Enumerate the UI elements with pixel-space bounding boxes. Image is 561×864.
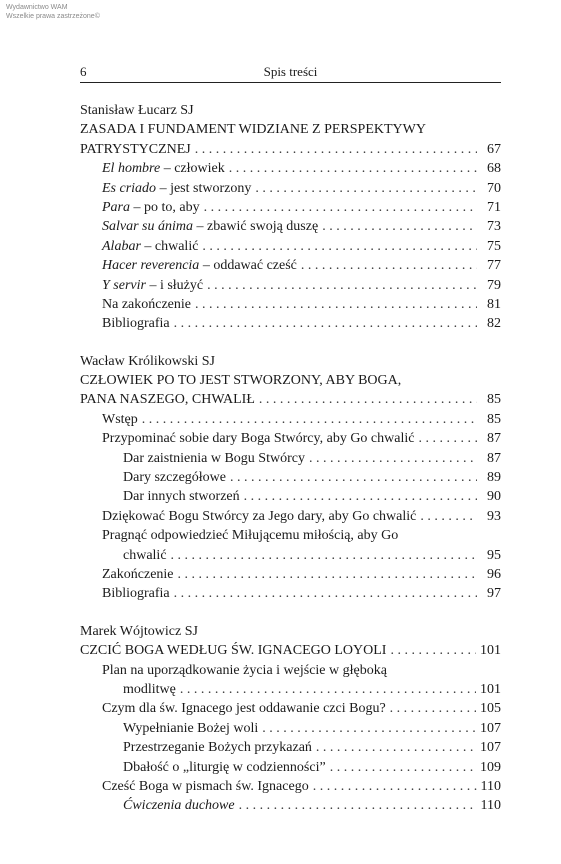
table-of-contents bbox=[80, 101, 501, 816]
toc-chapter-title: ZASADA I FUNDAMENT WIDZIANE Z PERSPEKTYWY bbox=[80, 122, 426, 138]
toc-entry: Zakończenie . . . 96 bbox=[80, 565, 501, 584]
toc-entry: Es criado – jest stworzony . . . 70 bbox=[80, 179, 501, 198]
toc-author: Stanisław Łucarz SJ bbox=[80, 103, 194, 118]
toc-subentry: Dary szczegółowe . . . 89 bbox=[80, 468, 501, 487]
toc-entry: Czym dla św. Ignacego jest oddawanie czci Bogu? . . . 105 bbox=[80, 699, 501, 718]
toc-entry: Hacer reverencia – oddawać cześć . . . 77 bbox=[80, 256, 501, 275]
toc-entry: Plan na uporządkowanie życia i wejście w głęboką bbox=[102, 662, 387, 678]
toc-chapter-title: PATRYSTYCZNEJ . . . 67 bbox=[80, 140, 501, 159]
toc-subentry: Przestrzeganie Bożych przykazań . . . 107 bbox=[80, 738, 501, 757]
toc-chapter-title: CZŁOWIEK PO TO JEST STWORZONY, ABY BOGA, bbox=[80, 373, 402, 389]
toc-subentry: Dar innych stworzeń . . . 90 bbox=[80, 487, 501, 506]
toc-subentry: Dar zaistnienia w Bogu Stwórcy . . . 87 bbox=[80, 449, 501, 468]
toc-chapter-title: PANA NASZEGO, CHWALIŁ . . . 85 bbox=[80, 390, 501, 409]
toc-entry: Salvar su ánima – zbawić swoją duszę . . . 73 bbox=[80, 217, 501, 236]
toc-entry: El hombre – człowiek . . . 68 bbox=[80, 159, 501, 178]
running-header bbox=[80, 64, 501, 83]
toc-entry: Przypominać sobie dary Boga Stwórcy, aby Go chwalić . . . 87 bbox=[80, 429, 501, 448]
toc-entry-continuation: modlitwę . . . 101 bbox=[80, 680, 501, 699]
toc-chapter-title: CZCIĆ BOGA WEDŁUG ŚW. IGNACEGO LOYOLI . . . 101 bbox=[80, 641, 501, 660]
toc-entry: Dziękować Bogu Stwórcy za Jego dary, aby Go chwalić . . . 93 bbox=[80, 507, 501, 526]
toc-entry: Cześć Boga w pismach św. Ignacego . . . 110 bbox=[80, 777, 501, 796]
toc-subentry: Ćwiczenia duchowe . . . 110 bbox=[80, 796, 501, 815]
toc-entry: Bibliografia . . . 97 bbox=[80, 584, 501, 603]
watermark bbox=[6, 3, 100, 21]
toc-entry: Y servir – i służyć . . . 79 bbox=[80, 276, 501, 295]
toc-author: Marek Wójtowicz SJ bbox=[80, 623, 198, 639]
toc-author: Wacław Królikowski SJ bbox=[80, 353, 215, 369]
watermark-line: Wszelkie prawa zastrzeżone© bbox=[6, 13, 100, 20]
toc-entry: Na zakończenie . . . 81 bbox=[80, 295, 501, 314]
toc-entry: Para – po to, aby . . . 71 bbox=[80, 198, 501, 217]
toc-entry: Bibliografia . . . 82 bbox=[80, 314, 501, 333]
toc-entry-continuation: chwalić . . . 95 bbox=[80, 546, 501, 565]
page-number: 6 bbox=[80, 64, 87, 79]
toc-entry: Alabar – chwalić . . . 75 bbox=[80, 237, 501, 256]
watermark-line: Wydawnictwo WAM bbox=[6, 4, 68, 11]
toc-entry: Wstęp . . . 85 bbox=[80, 410, 501, 429]
toc-subentry: Wypełnianie Bożej woli . . . 107 bbox=[80, 719, 501, 738]
toc-entry: Pragnąć odpowiedzieć Miłującemu miłością, aby Go bbox=[102, 528, 399, 544]
running-title: Spis treści bbox=[263, 64, 318, 79]
toc-subentry: Dbałość o „liturgię w codzienności” . . . 109 bbox=[80, 758, 501, 777]
